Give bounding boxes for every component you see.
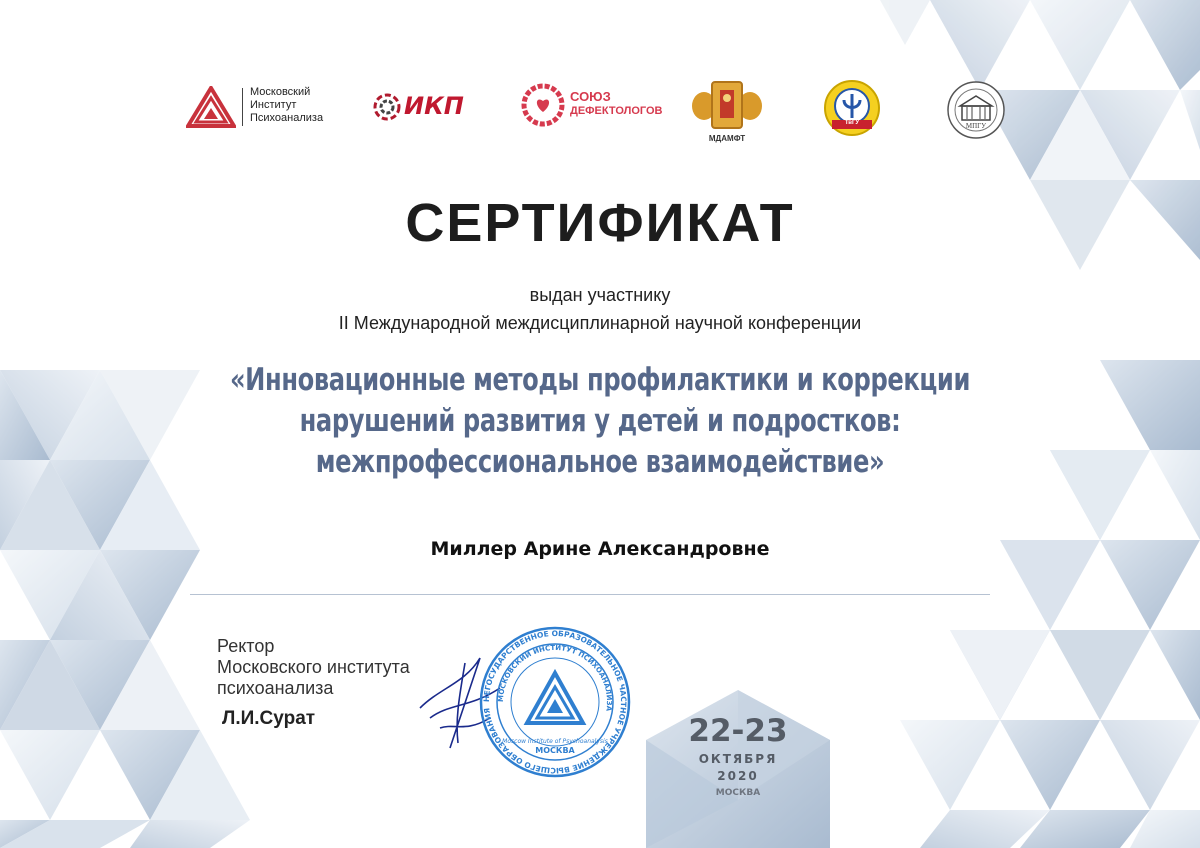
rector-role-line2: Московского института xyxy=(217,657,410,677)
mip-logo xyxy=(186,86,346,130)
conference-line-1: «Инновационные методы профилактики и коррекции xyxy=(229,362,971,398)
coat-of-arms-icon xyxy=(692,78,762,132)
conference-line-2: нарушений развития у детей и подростков: xyxy=(299,403,901,439)
stamp-inner-text: МОСКОВСКИЙ ИНСТИТУТ ПСИХОАНАЛИЗА xyxy=(496,643,614,712)
tgu-logo xyxy=(822,78,882,138)
union-logo-line1: СОЮЗ xyxy=(570,89,611,104)
left-triangles xyxy=(0,370,250,848)
event-text: II Международной междисциплинарной научной конференции xyxy=(338,313,862,333)
recipient-name: Миллер Арине Александровне xyxy=(430,538,770,560)
university-emblem-icon xyxy=(822,78,882,138)
stamp-outer-text: НЕГОСУДАРСТВЕННОЕ ОБРАЗОВАТЕЛЬНОЕ ЧАСТНОЕ УЧРЕЖДЕНИЕ ВЫСШЕГО ОБРАЗОВАНИЯ xyxy=(481,628,629,776)
mdamft-logo-text: МДАМФТ xyxy=(708,134,746,143)
stamp-city-text: МОСКВА xyxy=(535,746,575,755)
ikp-logo-text: ИКП xyxy=(404,92,464,120)
date-month: ОКТЯБРЯ xyxy=(698,752,778,766)
mgu-logo-text: МПГУ xyxy=(965,122,987,130)
issued-to-text: выдан участнику xyxy=(529,285,671,305)
rector-role-line1: Ректор xyxy=(217,636,275,656)
stamp-triangle-icon xyxy=(527,673,583,723)
spiral-icon xyxy=(372,92,402,122)
conference-line-3: межпрофессиональное взаимодействие» xyxy=(315,444,885,480)
date-year: 2020 xyxy=(717,769,759,783)
rector-role-line3: психоанализа xyxy=(217,678,334,698)
institute-stamp xyxy=(478,625,632,779)
circle-of-people-icon xyxy=(520,82,566,128)
mip-logo-line1: Московский xyxy=(250,86,311,98)
building-seal-icon xyxy=(946,80,1006,140)
tgu-logo-text: ТвГУ xyxy=(844,120,860,126)
mgu-logo xyxy=(946,80,1006,140)
mdamft-logo xyxy=(692,78,762,148)
mip-logo-line3: Психоанализа xyxy=(250,112,324,124)
ikp-logo xyxy=(372,90,472,126)
union-logo-line2: ДЕФЕКТОЛОГОВ xyxy=(570,105,663,117)
rector-name: Л.И.Сурат xyxy=(222,708,316,729)
mip-logo-line2: Институт xyxy=(250,99,297,111)
union-logo xyxy=(520,82,663,132)
triangle-knot-icon xyxy=(186,86,236,128)
date-city: МОСКВА xyxy=(715,788,761,798)
stamp-latin-text: Moscow Institute of Psychoanalysis xyxy=(502,738,608,745)
divider-line xyxy=(190,594,990,595)
date-days: 22-23 xyxy=(688,713,788,749)
certificate-title: СЕРТИФИКАТ xyxy=(405,193,795,253)
